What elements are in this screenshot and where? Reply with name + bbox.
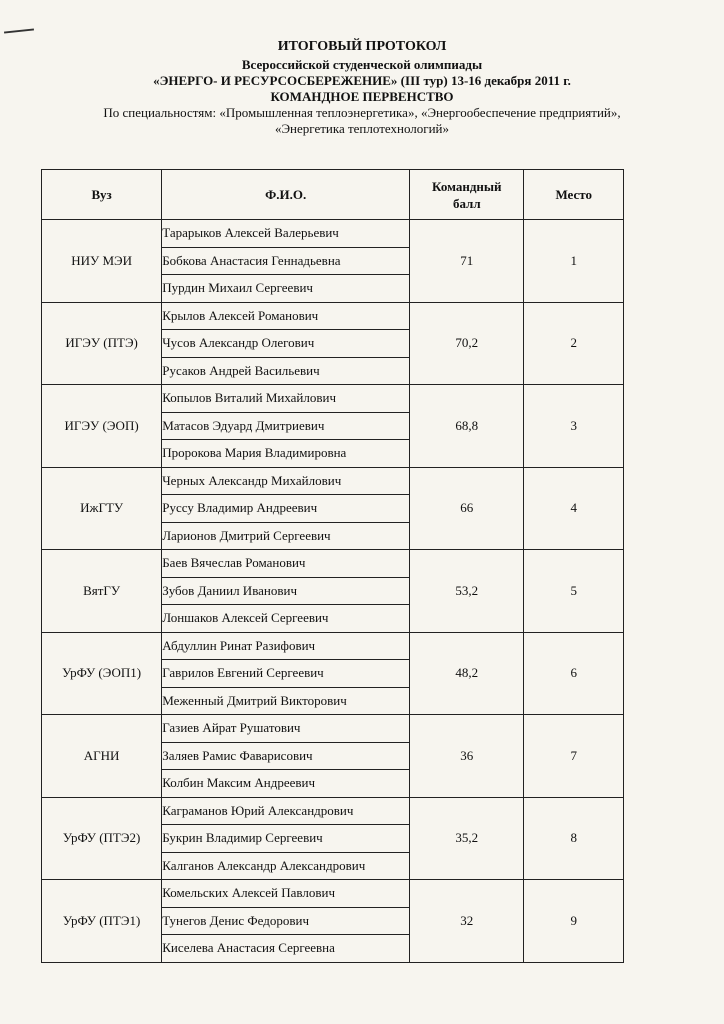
team-university: УрФУ (ЭОП1)	[42, 632, 162, 715]
team-university: ВятГУ	[42, 550, 162, 633]
member-name: Пророкова Мария Владимировна	[162, 440, 410, 468]
team-place: 9	[524, 880, 624, 963]
team-university: ИГЭУ (ПТЭ)	[42, 302, 162, 385]
member-name: Колбин Максим Андреевич	[162, 770, 410, 798]
results-table	[41, 169, 624, 963]
team-score: 53,2	[410, 550, 524, 633]
team-place: 7	[524, 715, 624, 798]
team-place: 2	[524, 302, 624, 385]
team-score: 71	[410, 220, 524, 303]
header-place: Место	[524, 170, 624, 220]
team-score: 70,2	[410, 302, 524, 385]
team-university: НИУ МЭИ	[42, 220, 162, 303]
member-name: Тарарыков Алексей Валерьевич	[162, 220, 410, 248]
team-score: 35,2	[410, 797, 524, 880]
table-row	[42, 550, 624, 578]
member-name: Калганов Александр Александрович	[162, 852, 410, 880]
team-university: УрФУ (ПТЭ2)	[42, 797, 162, 880]
header-full-name: Ф.И.О.	[162, 170, 410, 220]
table-header-row	[42, 170, 624, 220]
team-university: УрФУ (ПТЭ1)	[42, 880, 162, 963]
member-name: Копылов Виталий Михайлович	[162, 385, 410, 413]
member-name: Абдуллин Ринат Разифович	[162, 632, 410, 660]
event-name: «ЭНЕРГО- И РЕСУРСОСБЕРЕЖЕНИЕ» (III тур) 13-16 декабря 2011 г.	[153, 73, 571, 88]
table-row	[42, 385, 624, 413]
member-name: Русаков Андрей Васильевич	[162, 357, 410, 385]
member-name: Черных Александр Михайлович	[162, 467, 410, 495]
member-name: Газиев Айрат Рушатович	[162, 715, 410, 743]
table-row	[42, 797, 624, 825]
member-name: Тунегов Денис Федорович	[162, 907, 410, 935]
header-team-score-label: Командный балл	[432, 178, 502, 211]
team-score: 48,2	[410, 632, 524, 715]
member-name: Матасов Эдуард Дмитриевич	[162, 412, 410, 440]
table-row	[42, 880, 624, 908]
team-university: ИГЭУ (ЭОП)	[42, 385, 162, 468]
member-name: Руссу Владимир Андреевич	[162, 495, 410, 523]
team-place: 4	[524, 467, 624, 550]
member-name: Букрин Владимир Сергеевич	[162, 825, 410, 853]
team-university: АГНИ	[42, 715, 162, 798]
team-university: ИжГТУ	[42, 467, 162, 550]
table-row	[42, 220, 624, 248]
header-university: Вуз	[42, 170, 162, 220]
team-score: 66	[410, 467, 524, 550]
table-row	[42, 467, 624, 495]
member-name: Киселева Анастасия Сергеевна	[162, 935, 410, 963]
specialties-line-1: По специальностям: «Промышленная теплоэнергетика», «Энергообеспечение предприятий»,	[103, 105, 621, 120]
team-score: 68,8	[410, 385, 524, 468]
member-name: Комельских Алексей Павлович	[162, 880, 410, 908]
member-name: Чусов Александр Олегович	[162, 330, 410, 358]
member-name: Гаврилов Евгений Сергеевич	[162, 660, 410, 688]
member-name: Меженный Дмитрий Викторович	[162, 687, 410, 715]
scan-mark	[4, 28, 34, 33]
member-name: Заляев Рамис Фаварисович	[162, 742, 410, 770]
member-name: Лоншаков Алексей Сергеевич	[162, 605, 410, 633]
table-row	[42, 302, 624, 330]
table-row	[42, 715, 624, 743]
member-name: Бобкова Анастасия Геннадьевна	[162, 247, 410, 275]
member-name: Пурдин Михаил Сергеевич	[162, 275, 410, 303]
team-place: 3	[524, 385, 624, 468]
table-row	[42, 632, 624, 660]
member-name: Ларионов Дмитрий Сергеевич	[162, 522, 410, 550]
team-place: 6	[524, 632, 624, 715]
member-name: Каграманов Юрий Александрович	[162, 797, 410, 825]
team-score: 32	[410, 880, 524, 963]
results-body	[42, 220, 624, 963]
header-team-score	[410, 170, 524, 220]
document-subtitle: Всероссийской студенческой олимпиады	[241, 57, 483, 72]
team-place: 8	[524, 797, 624, 880]
team-place: 5	[524, 550, 624, 633]
member-name: Крылов Алексей Романович	[162, 302, 410, 330]
section-title: КОМАНДНОЕ ПЕРВЕНСТВО	[270, 89, 454, 104]
member-name: Баев Вячеслав Романович	[162, 550, 410, 578]
member-name: Зубов Даниил Иванович	[162, 577, 410, 605]
team-score: 36	[410, 715, 524, 798]
specialties-line-2: «Энергетика теплотехнологий»	[274, 121, 450, 136]
document-title: ИТОГОВЫЙ ПРОТОКОЛ	[277, 39, 447, 54]
team-place: 1	[524, 220, 624, 303]
